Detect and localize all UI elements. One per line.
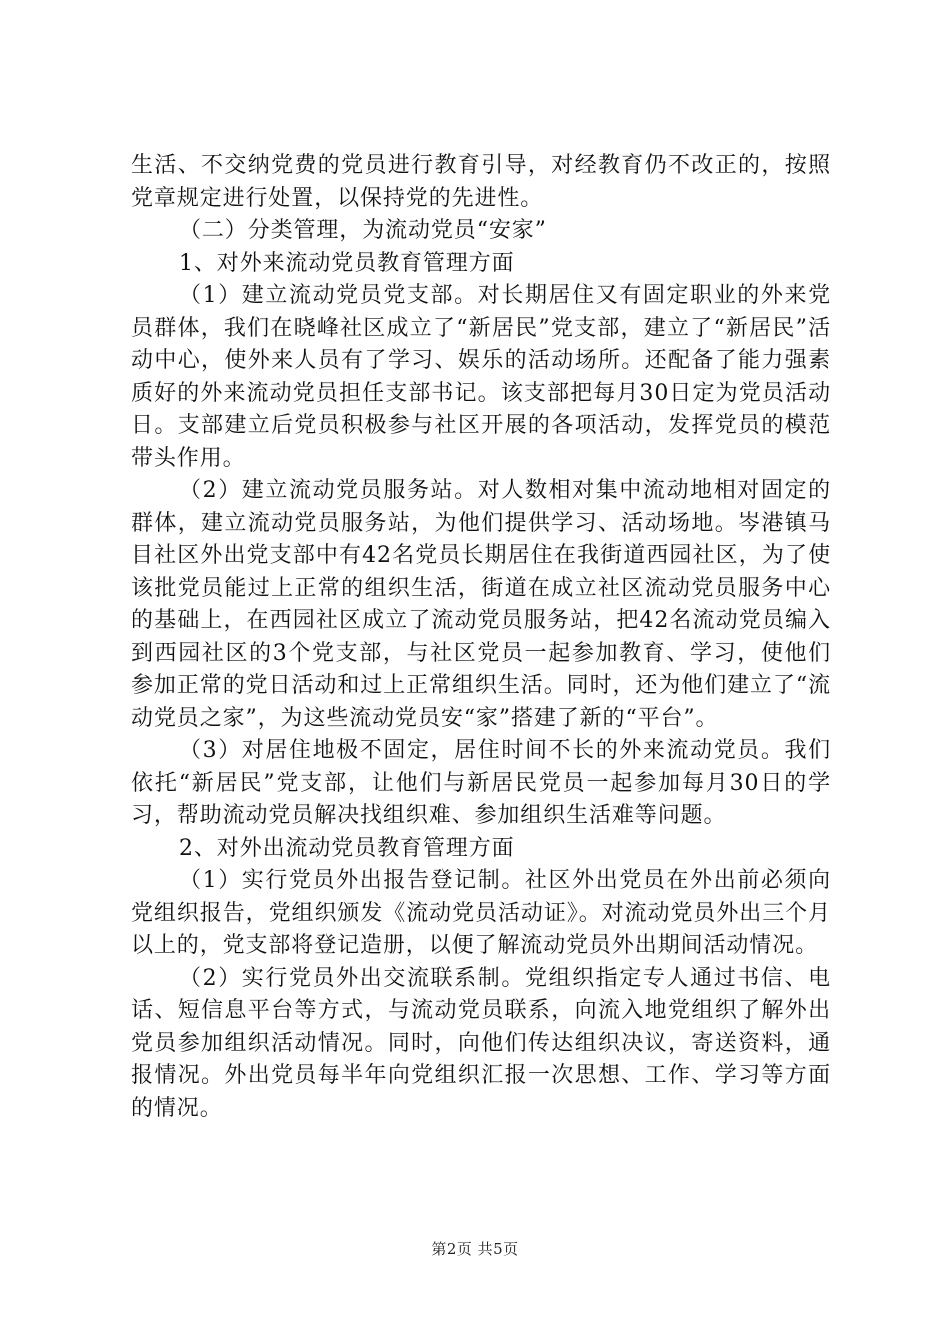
subheading-outgoing-members: 2、对外出流动党员教育管理方面 bbox=[179, 835, 515, 861]
paragraph-service-station: （2）建立流动党员服务站。对人数相对集中流动地相对固定的群体，建立流动党员服务站，为他们提供学习、活动场地。岑港镇马目社区外出党支部中有42名党员长期居住在我街道西园社区，为了使该批党员能过上正常的组织生活，街道在成立社区流动党员服务中心的基础上，在西园社区成立了流动党员服务站，把42名流动党员编入到西园社区的3个党支部，与社区党员一起参加教育、学习，使他们参加正常的党日活动和过上正常组织生活。同时，还为他们建立了“流动党员之家”，为这些流动党员安“家”搭建了新的“平台”。 bbox=[131, 478, 831, 731]
paragraph-unsettled-members: （3）对居住地极不固定，居住时间不长的外来流动党员。我们依托“新居民”党支部，让他们与新居民党员一起参加每月30日的学习，帮助流动党员解决找组织难、参加组织生活难等问题。 bbox=[131, 738, 831, 828]
subheading-incoming-members: 1、对外来流动党员教育管理方面 bbox=[179, 250, 515, 276]
paragraph-communication-system: （2）实行党员外出交流联系制。党组织指定专人通过书信、电话、短信息平台等方式，与流动党员联系，向流入地党组织了解外出党员参加组织活动情况。同时，向他们传达组织决议，寄送资料，通报情况。外出党员每半年向党组织汇报一次思想、工作、学习等方面的情况。 bbox=[131, 965, 831, 1121]
paragraph-party-branch: （1）建立流动党员党支部。对长期居住又有固定职业的外来党员群体，我们在晓峰社区成立了“新居民”党支部，建立了“新居民”活动中心，使外来人员有了学习、娱乐的活动场所。还配备了能力强素质好的外来流动党员担任支部书记。该支部把每月30日定为党员活动日。支部建立后党员积极参与社区开展的各项活动，发挥党员的模范带头作用。 bbox=[131, 283, 831, 471]
page-number-footer: 第2页 共5页 bbox=[431, 1240, 519, 1258]
paragraph-continuation: 生活、不交纳党费的党员进行教育引导，对经教育仍不改正的，按照党章规定进行处置，以保持党的先进性。 bbox=[131, 153, 831, 211]
paragraph-report-registration: （1）实行党员外出报告登记制。社区外出党员在外出前必须向党组织报告，党组织颁发《流动党员活动证》。对流动党员外出三个月以上的，党支部将登记造册，以便了解流动党员外出期间活动情况。 bbox=[131, 868, 831, 958]
section-heading-classified-management: （二）分类管理，为流动党员“安家” bbox=[179, 218, 547, 243]
document-body bbox=[131, 150, 831, 1125]
